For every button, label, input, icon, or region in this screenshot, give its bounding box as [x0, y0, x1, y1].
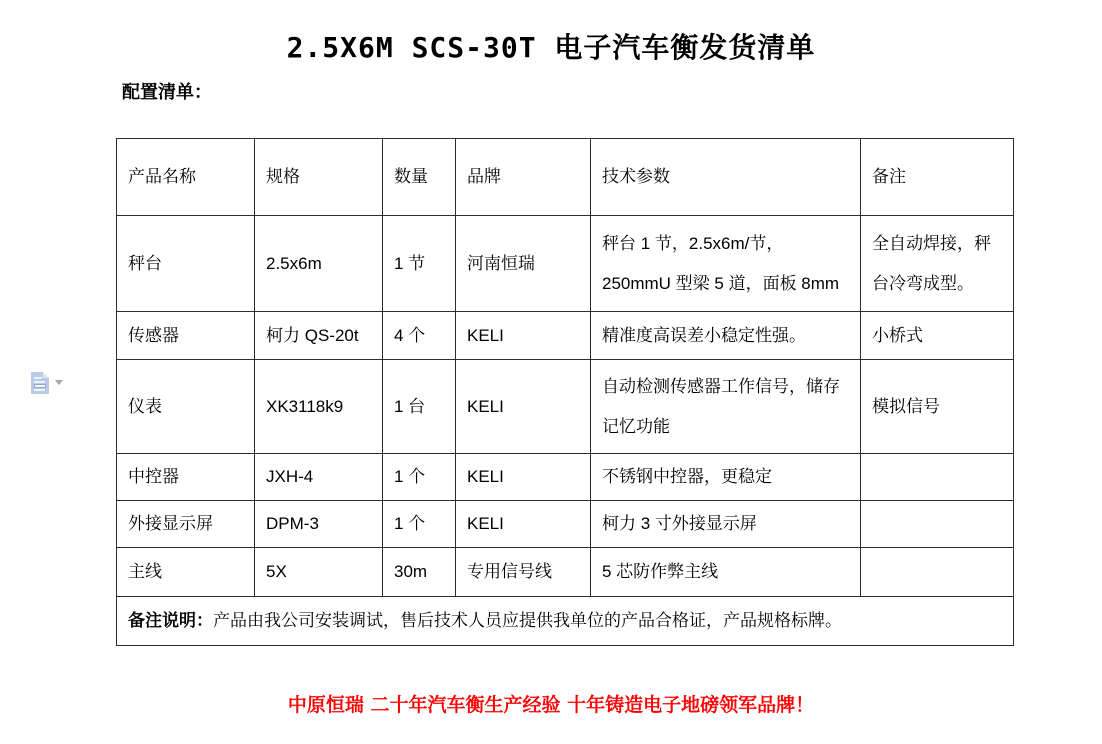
cell-spec: 5X: [255, 548, 383, 597]
cell-remark: 模拟信号: [861, 360, 1014, 454]
cell-brand: KELI: [456, 454, 591, 501]
cell-params: 秤台 1 节，2.5x6m/节，250mmU 型梁 5 道，面板 8mm: [591, 216, 861, 312]
col-header-brand: 品牌: [456, 139, 591, 216]
cell-spec: JXH-4: [255, 454, 383, 501]
table-row: [117, 501, 1014, 548]
page-title: 2.5X6M SCS-30T 电子汽车衡发货清单: [286, 31, 816, 64]
cell-remark: [861, 548, 1014, 597]
cell-product-name: 仪表: [117, 360, 255, 454]
cell-product-name: 传感器: [117, 312, 255, 360]
cell-brand: KELI: [456, 360, 591, 454]
folded-corner: [43, 372, 49, 378]
cell-remark: 小桥式: [861, 312, 1014, 360]
cell-spec: XK3118k9: [255, 360, 383, 454]
col-header-product-name: 产品名称: [117, 139, 255, 216]
cell-params: 自动检测传感器工作信号，储存记忆功能: [591, 360, 861, 454]
col-header-qty: 数量: [383, 139, 456, 216]
footer-note-cell: [117, 597, 1014, 646]
cell-spec: DPM-3: [255, 501, 383, 548]
footer-note-text: 产品由我公司安装调试，售后技术人员应提供我单位的产品合格证，产品规格标牌。: [213, 611, 842, 630]
cell-spec: 柯力 QS-20t: [255, 312, 383, 360]
table-row: [117, 216, 1014, 312]
table-header-row: [117, 139, 1014, 216]
table-row: [117, 548, 1014, 597]
cell-brand: 河南恒瑞: [456, 216, 591, 312]
cell-params: 5 芯防作弊主线: [591, 548, 861, 597]
cell-product-name: 中控器: [117, 454, 255, 501]
table-row: [117, 360, 1014, 454]
cell-brand: KELI: [456, 501, 591, 548]
cell-spec: 2.5x6m: [255, 216, 383, 312]
margin-widget[interactable]: [31, 372, 65, 396]
col-header-params: 技术参数: [591, 139, 861, 216]
footer-note-label: 备注说明：: [128, 611, 213, 630]
cell-remark: [861, 501, 1014, 548]
cell-qty: 30m: [383, 548, 456, 597]
cell-product-name: 外接显示屏: [117, 501, 255, 548]
cell-params: 精准度高误差小稳定性强。: [591, 312, 861, 360]
table-row: [117, 312, 1014, 360]
section-label: 配置清单：: [122, 82, 212, 102]
cell-brand: 专用信号线: [456, 548, 591, 597]
cell-remark: 全自动焊接，秤台冷弯成型。: [861, 216, 1014, 312]
cell-product-name: 主线: [117, 548, 255, 597]
cell-params: 柯力 3 寸外接显示屏: [591, 501, 861, 548]
document-icon[interactable]: [31, 372, 49, 394]
cell-qty: 1 台: [383, 360, 456, 454]
brand-slogan: 中原恒瑞 二十年汽车衡生产经验 十年铸造电子地磅领军品牌！: [287, 694, 815, 716]
cell-qty: 4 个: [383, 312, 456, 360]
cell-qty: 1 个: [383, 501, 456, 548]
cell-qty: 1 个: [383, 454, 456, 501]
table-note-row: [117, 597, 1014, 646]
cell-params: 不锈钢中控器，更稳定: [591, 454, 861, 501]
col-header-spec: 规格: [255, 139, 383, 216]
caret-down-icon[interactable]: [55, 380, 63, 385]
table-row: [117, 454, 1014, 501]
cell-remark: [861, 454, 1014, 501]
cell-brand: KELI: [456, 312, 591, 360]
cell-qty: 1 节: [383, 216, 456, 312]
cell-product-name: 秤台: [117, 216, 255, 312]
col-header-remark: 备注: [861, 139, 1014, 216]
config-table: [116, 138, 1014, 646]
